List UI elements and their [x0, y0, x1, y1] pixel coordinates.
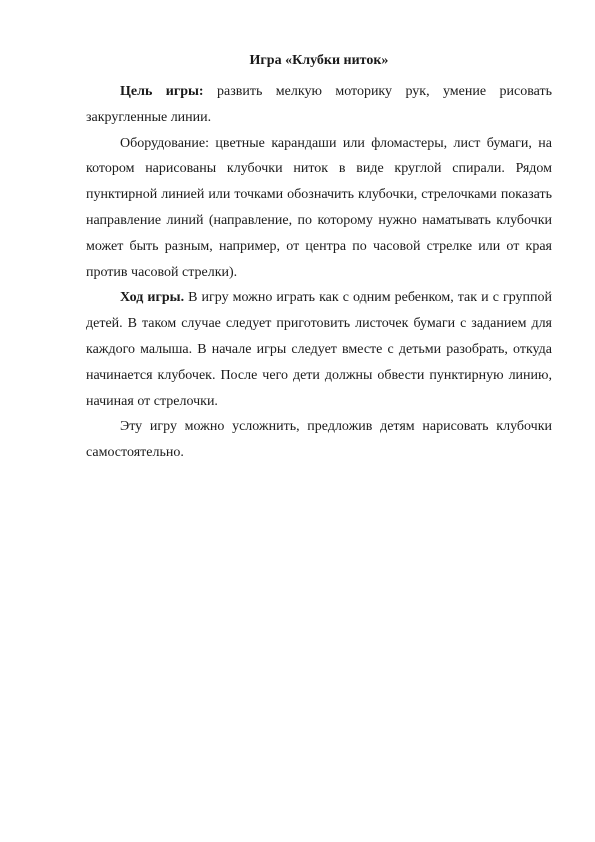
paragraph-lead: Цель игры: — [120, 84, 204, 99]
paragraph-text: Эту игру можно усложнить, предложив детям нарисовать клубочки самостоятельно. — [86, 419, 552, 461]
paragraph-variation — [86, 414, 552, 466]
paragraph-text: В игру можно играть как с одним ребенком, так и с группой детей. В таком случае следует приготовить листочек бумаги с заданием для каждого малыша. В начале игры следует вместе с детьми разобрать, откуда начинается клубочек. После чего дети должны обвести пунктирную линию, начиная от стрелочки. — [86, 290, 553, 409]
paragraph-equipment — [86, 131, 552, 286]
paragraph-lead: Ход игры. — [120, 290, 185, 306]
paragraph-text: развить мелкую моторику рук, умение рисовать закругленные линии. — [86, 84, 552, 125]
paragraph-text: Оборудование: цветные карандаши или фломастеры, лист бумаги, на котором нарисованы клубочки ниток в виде круглой спирали. Рядом пунктирной линией или точками обозначить клубочки, стрелочками показать направление линий (направление, по которому нужно наматывать клубочки может быть разным, например, от центра по часовой стрелке или от края против часовой стрелки). — [86, 135, 552, 280]
paragraph-goal — [86, 79, 552, 131]
document-body — [86, 51, 552, 466]
document-title: Игра «Клубки ниток» — [249, 53, 389, 68]
paragraph-game-process — [86, 285, 552, 414]
